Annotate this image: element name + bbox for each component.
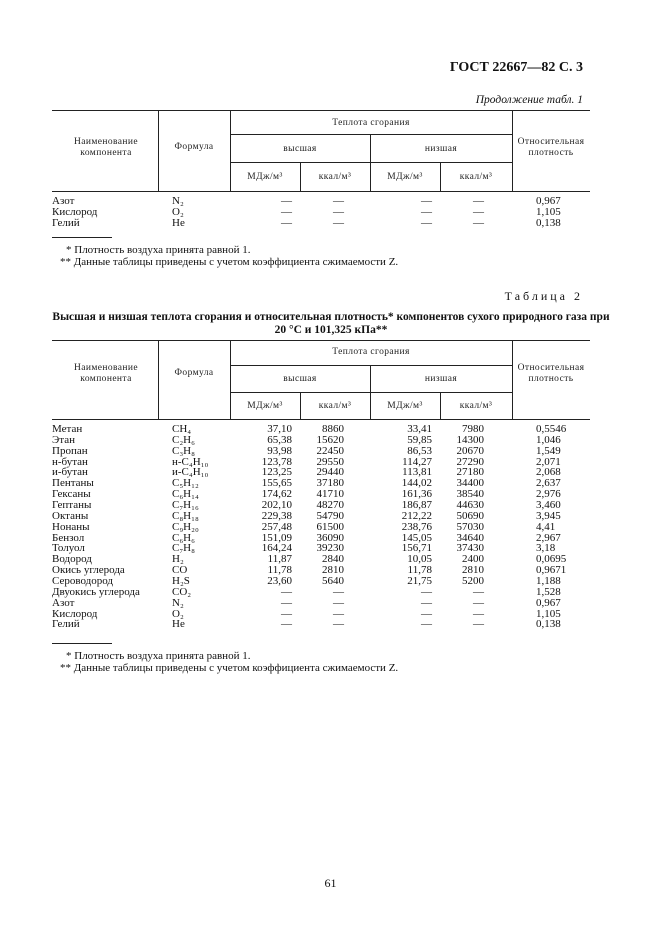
cell-formula: C₉H₂₀ [172, 520, 199, 533]
cell-kcal-higher: 54790 [316, 509, 344, 522]
cell-mj-lower: — [421, 195, 432, 207]
cell-name: Кислород [52, 607, 98, 620]
cell-mj-higher: — [281, 585, 292, 598]
cell-mj-higher: 123,78 [261, 455, 292, 468]
cell-density: 2,068 [536, 466, 561, 479]
cell-kcal-lower: 34640 [456, 531, 484, 544]
cell-kcal-higher: — [333, 206, 344, 218]
cell-mj-higher: — [281, 217, 292, 229]
cell-mj-lower: 238,76 [401, 520, 432, 533]
column-header-kcal-lower: ккал/м³ [459, 172, 493, 182]
cell-kcal-higher: 15620 [316, 433, 344, 446]
cell-mj-higher: 93,98 [267, 444, 292, 457]
cell-mj-higher: — [281, 618, 292, 631]
cell-formula: C₆H₁₄ [172, 488, 199, 501]
cell-mj-lower: 21,75 [407, 574, 432, 587]
cell-name: Октаны [52, 509, 89, 522]
cell-kcal-higher: 29440 [316, 466, 344, 479]
table2-title-line2: 20 °С и 101,325 кПа** [274, 324, 388, 336]
cell-name: Водород [52, 553, 92, 566]
column-header-heat: Теплота сгорания [332, 347, 410, 357]
cell-kcal-higher: 5640 [322, 574, 344, 587]
cell-kcal-higher: — [333, 195, 344, 207]
cell-kcal-lower: 38540 [456, 488, 484, 501]
cell-mj-higher: — [281, 206, 292, 218]
cell-kcal-lower: — [473, 206, 484, 218]
cell-name: Гелий [52, 217, 80, 229]
cell-mj-higher: 23,60 [267, 574, 292, 587]
cell-formula: н-C₄H₁₀ [172, 455, 209, 468]
cell-kcal-lower: — [473, 217, 484, 229]
cell-mj-higher: 11,87 [267, 553, 292, 566]
cell-formula: C₈H₁₈ [172, 509, 199, 522]
page-number: 61 [324, 876, 337, 890]
cell-mj-higher: 151,09 [261, 531, 292, 544]
cell-formula: C₅H₁₂ [172, 477, 199, 490]
cell-formula: N₂ [172, 596, 184, 609]
column-header-lower: низшая [424, 374, 458, 384]
cell-density: 3,460 [536, 498, 561, 511]
cell-name: Метан [52, 423, 83, 435]
column-header-higher: высшая [283, 144, 317, 154]
cell-name: Азот [52, 195, 75, 207]
cell-density: 3,945 [536, 509, 561, 522]
cell-formula: O₂ [172, 206, 184, 218]
footnote-divider [52, 643, 112, 644]
cell-name: Гексаны [52, 488, 91, 501]
cell-kcal-higher: 39230 [316, 542, 344, 555]
cell-name: Азот [52, 596, 75, 609]
cell-mj-lower: 59,85 [407, 433, 432, 446]
document-header: ГОСТ 22667—82 С. 3 [449, 60, 583, 75]
cell-mj-lower: 212,22 [401, 509, 432, 522]
cell-mj-lower: — [421, 618, 432, 631]
cell-density: 1,188 [536, 574, 561, 587]
cell-mj-higher: 257,48 [261, 520, 292, 533]
footnote-divider [52, 237, 112, 238]
cell-kcal-higher: 2810 [322, 564, 344, 576]
cell-mj-higher: 164,24 [261, 542, 292, 555]
cell-kcal-lower: 2810 [462, 564, 484, 576]
cell-name: Двуокись углерода [52, 585, 140, 598]
cell-kcal-lower: 7980 [462, 423, 484, 435]
column-header-formula: Формула [174, 142, 214, 152]
table2-title [40, 311, 622, 337]
cell-mj-lower: 161,36 [401, 488, 432, 501]
cell-mj-lower: — [421, 206, 432, 218]
cell-kcal-higher: 48270 [316, 498, 344, 511]
column-header-mj-lower: МДж/м³ [387, 401, 423, 411]
cell-density: 0,9671 [536, 564, 567, 576]
table2-title-line1: Высшая и низшая теплота сгорания и относительная плотность* компонентов сухого природного газа при [52, 311, 610, 323]
cell-mj-lower: — [421, 596, 432, 609]
table-continuation-label: Продолжение табл. 1 [475, 94, 583, 106]
cell-kcal-lower: 2400 [462, 553, 484, 566]
cell-density: 0,5546 [536, 423, 567, 435]
cell-kcal-lower: 34400 [456, 477, 484, 490]
cell-name: Этан [52, 433, 75, 446]
cell-kcal-lower: 37430 [456, 542, 484, 555]
column-header-higher: высшая [283, 374, 317, 384]
cell-mj-higher: — [281, 596, 292, 609]
footnote-compressibility: ** Данные таблицы приведены с учетом коэффициента сжимаемости Z. [60, 256, 399, 268]
cell-kcal-lower: — [473, 618, 484, 631]
cell-mj-higher: 202,10 [261, 498, 292, 511]
cell-name: Окись углерода [52, 564, 125, 576]
cell-density: 1,549 [536, 444, 561, 457]
cell-mj-higher: 229,38 [261, 509, 292, 522]
cell-mj-lower: 145,05 [401, 531, 432, 544]
cell-mj-lower: 113,81 [402, 466, 432, 479]
cell-density: 0,0695 [536, 553, 567, 566]
cell-name: н-бутан [52, 455, 88, 468]
cell-kcal-lower: — [473, 195, 484, 207]
cell-kcal-lower: 5200 [462, 574, 484, 587]
cell-kcal-lower: — [473, 585, 484, 598]
cell-density: 2,071 [536, 455, 561, 468]
cell-formula: C₂H₆ [172, 433, 195, 446]
cell-mj-lower: 186,87 [401, 498, 432, 511]
cell-kcal-lower: 20670 [456, 444, 484, 457]
cell-formula: He [172, 618, 185, 631]
column-header-heat: Теплота сгорания [332, 118, 410, 128]
column-header-name: Наименование компонента [74, 137, 138, 158]
cell-mj-lower: 144,02 [401, 477, 432, 490]
cell-density: 1,528 [536, 585, 561, 598]
cell-formula: C₆H₆ [172, 531, 195, 544]
cell-density: 4,41 [536, 520, 556, 533]
cell-formula: CO₂ [172, 585, 192, 598]
cell-kcal-lower: — [473, 596, 484, 609]
cell-mj-lower: 86,53 [407, 444, 432, 457]
cell-formula: C₃H₈ [172, 444, 195, 457]
cell-density: 0,967 [536, 596, 561, 609]
table2-label: Таблица 2 [504, 289, 583, 303]
cell-kcal-higher: 22450 [316, 444, 344, 457]
cell-mj-higher: 65,38 [267, 433, 292, 446]
cell-mj-lower: — [421, 217, 432, 229]
cell-mj-higher: 11,78 [267, 564, 292, 576]
cell-name: Пентаны [52, 477, 94, 490]
cell-kcal-higher: — [333, 618, 344, 631]
cell-formula: H₂S [172, 574, 190, 587]
cell-name: Пропан [52, 444, 88, 457]
cell-mj-higher: — [281, 607, 292, 620]
cell-kcal-higher: — [333, 217, 344, 229]
cell-formula: CO [172, 564, 188, 576]
cell-density: 3,18 [536, 542, 556, 555]
cell-name: и-бутан [52, 466, 88, 479]
cell-mj-higher: — [281, 195, 292, 207]
column-header-kcal-higher: ккал/м³ [318, 172, 352, 182]
footnote-density: * Плотность воздуха принята равной 1. [66, 244, 251, 256]
column-header-mj-lower: МДж/м³ [387, 172, 423, 182]
column-header-name: Наименование компонента [74, 363, 138, 384]
cell-kcal-higher: 37180 [316, 477, 344, 490]
cell-formula: и-C₄H₁₀ [172, 466, 209, 479]
cell-mj-higher: 155,65 [261, 477, 292, 490]
cell-formula: N₂ [172, 195, 184, 207]
cell-mj-lower: 114,27 [402, 455, 432, 468]
cell-formula: C₇H₁₆ [172, 498, 199, 511]
cell-kcal-lower: 50690 [456, 509, 484, 522]
cell-mj-higher: 123,25 [261, 466, 292, 479]
cell-kcal-higher: 61500 [316, 520, 344, 533]
cell-kcal-lower: 27290 [456, 455, 484, 468]
cell-density: 2,976 [536, 488, 561, 501]
column-header-kcal-higher: ккал/м³ [318, 401, 352, 411]
cell-kcal-lower: 27180 [456, 466, 484, 479]
column-header-mj-higher: МДж/м³ [247, 172, 283, 182]
cell-name: Толуол [52, 542, 85, 555]
cell-formula: He [172, 217, 185, 229]
cell-name: Бензол [52, 531, 85, 544]
cell-name: Сероводород [52, 574, 114, 587]
column-header-lower: низшая [424, 144, 458, 154]
cell-kcal-higher: 8860 [322, 423, 344, 435]
cell-kcal-higher: 29550 [316, 455, 344, 468]
cell-kcal-higher: — [333, 585, 344, 598]
column-header-density: Относительная плотность [517, 137, 585, 158]
cell-mj-lower: 10,05 [407, 553, 432, 566]
cell-name: Гептаны [52, 498, 92, 511]
cell-density: 2,637 [536, 477, 561, 490]
cell-mj-lower: 33,41 [407, 423, 432, 435]
cell-mj-higher: 37,10 [267, 423, 292, 435]
cell-density: 0,138 [536, 217, 561, 229]
cell-mj-lower: 11,78 [407, 564, 432, 576]
cell-formula: C₇H₈ [172, 542, 195, 555]
cell-density: 1,105 [536, 607, 561, 620]
cell-mj-lower: — [421, 585, 432, 598]
cell-mj-lower: 156,71 [401, 542, 432, 555]
cell-kcal-higher: — [333, 607, 344, 620]
cell-kcal-lower: 57030 [456, 520, 484, 533]
column-header-formula: Формула [174, 368, 214, 378]
cell-mj-higher: 174,62 [261, 488, 292, 501]
column-header-kcal-lower: ккал/м³ [459, 401, 493, 411]
cell-kcal-lower: — [473, 607, 484, 620]
cell-kcal-higher: — [333, 596, 344, 609]
cell-kcal-higher: 36090 [316, 531, 344, 544]
cell-density: 1,105 [536, 206, 561, 218]
column-header-density: Относительная плотность [517, 363, 585, 384]
cell-kcal-higher: 2840 [322, 553, 344, 566]
cell-density: 2,967 [536, 531, 561, 544]
cell-kcal-lower: 14300 [456, 433, 484, 446]
footnote-density: * Плотность воздуха принята равной 1. [66, 650, 251, 662]
cell-density: 1,046 [536, 433, 561, 446]
cell-formula: H₂ [172, 553, 184, 566]
column-header-mj-higher: МДж/м³ [247, 401, 283, 411]
cell-name: Нонаны [52, 520, 90, 533]
cell-kcal-lower: 44630 [456, 498, 484, 511]
cell-name: Кислород [52, 206, 98, 218]
cell-mj-lower: — [421, 607, 432, 620]
cell-density: 0,967 [536, 195, 561, 207]
footnote-compressibility: ** Данные таблицы приведены с учетом коэффициента сжимаемости Z. [60, 662, 399, 674]
cell-formula: O₂ [172, 607, 184, 620]
cell-density: 0,138 [536, 618, 561, 631]
cell-name: Гелий [52, 618, 80, 631]
cell-kcal-higher: 41710 [316, 488, 344, 501]
cell-formula: CH₄ [172, 423, 192, 435]
